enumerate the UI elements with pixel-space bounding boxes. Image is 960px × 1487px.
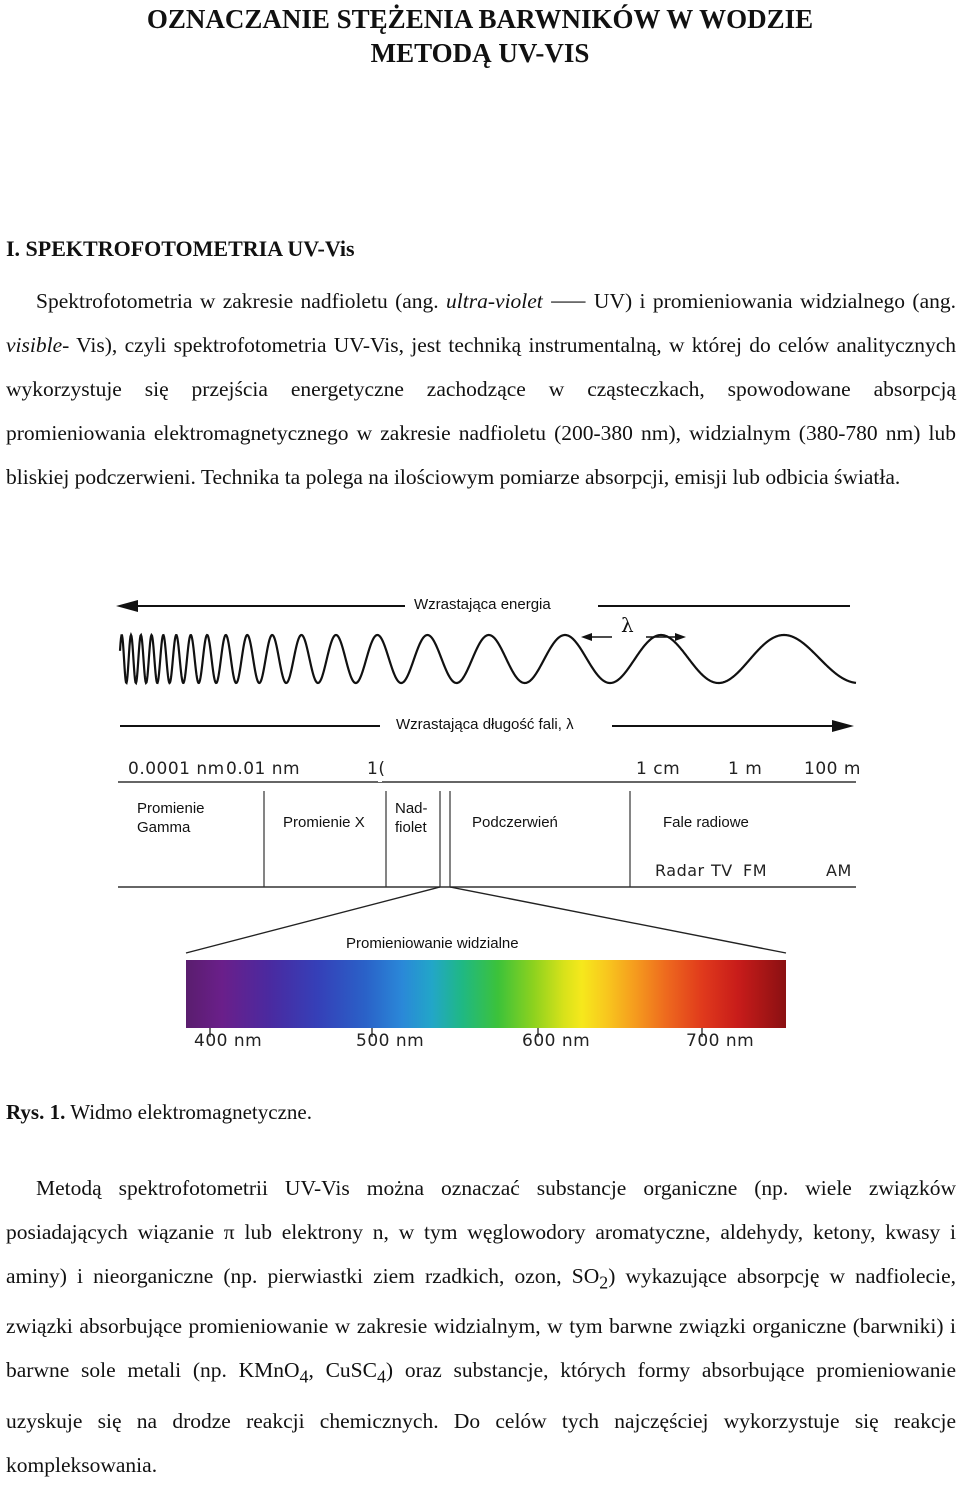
caption-text: Widmo elektromagnetyczne. xyxy=(65,1100,312,1124)
caption-label: Rys. 1. xyxy=(6,1100,66,1124)
title-line-2: METODĄ UV-VIS xyxy=(370,38,590,68)
visible-spectrum-bar xyxy=(186,960,786,1028)
p1-text-b: ultra-violet xyxy=(446,289,543,313)
lambda-arrowhead-left xyxy=(581,633,592,641)
scale-tick-4: 1 cm xyxy=(636,759,681,779)
p1-text-c: ⸺ UV) i promieniowania widzialnego (ang. xyxy=(542,289,956,313)
methods-paragraph xyxy=(6,1166,956,1487)
p2-text-a: Metodą spektrofotometrii UV-Vis można oznaczać substancje organiczne (np. wiele związków posiadających wiązanie π lub elektrony n, w tym węglowodory aromatyczne, aldehydy, ketony, kwasy i aminy) i nieorganiczne (np. pierwiastki ziem rzadkich, ozon, SO xyxy=(6,1176,956,1288)
scale-tick-6: 100 m xyxy=(804,759,861,779)
wave-path xyxy=(120,635,856,683)
lambda-symbol: λ xyxy=(621,613,634,637)
band-am: AM xyxy=(826,861,852,880)
wavelength-arrow-head xyxy=(832,720,854,732)
intro-paragraph xyxy=(6,279,956,499)
region-gamma xyxy=(137,799,205,837)
vis-tick-label-600: 600 nm xyxy=(522,1031,591,1051)
region-ir: Podczerwień xyxy=(472,814,558,831)
p2-sub-3: 4 xyxy=(376,1366,386,1387)
p1-text-d: visible xyxy=(6,333,63,357)
vis-tick-label-500: 500 nm xyxy=(356,1031,425,1051)
scale-tick-5: 1 m xyxy=(728,759,763,779)
p1-text-a: Spektrofotometria w zakresie nadfioletu (ang. xyxy=(36,289,447,313)
lambda-arrowhead-right xyxy=(675,633,686,641)
region-radio: Fale radiowe xyxy=(663,814,749,831)
energy-label: Wzrastająca energia xyxy=(408,596,557,613)
energy-arrow-head xyxy=(116,600,138,612)
vis-tick-label-400: 400 nm xyxy=(194,1031,263,1051)
band-tv: TV xyxy=(711,861,733,880)
vis-tick-label-700: 700 nm xyxy=(686,1031,755,1051)
band-fm: FM xyxy=(743,861,768,880)
scale-tick-3: 1( xyxy=(367,759,386,779)
region-gamma-line2: Gamma xyxy=(137,819,191,836)
section-heading: I. SPEKTROFOTOMETRIA UV-Vis xyxy=(6,236,355,261)
p1-text-e: - Vis), czyli spektrofotometria UV-Vis, jest techniką instrumentalną, w której do celów analitycznych wykorzystuje się przejścia energetyczne zachodzące w cząsteczkach, spowodowane absorpcją promieniowania elektromagnetycznego w zakresie nadfioletu (200-380 nm), widzialnym (380-780 nm) lub bliskiej podczerwieni. Technika ta polega na ilościowym pomiarze absorpcji, emisji lub odbicia światła. xyxy=(6,333,956,489)
region-uv xyxy=(395,799,428,837)
p2-sub-1: 2 xyxy=(599,1272,609,1293)
title-line-1: OZNACZANIE STĘŻENIA BARWNIKÓW W WODZIE xyxy=(146,4,814,34)
p2-sub-2: 4 xyxy=(299,1366,309,1387)
p2-text-d: ) oraz substancje, których formy absorbujące promieniowanie uzyskuje się na drodze reakcji chemicznych. Do celów tych najczęściej wykorzystuje się reakcje kompleksowania. xyxy=(6,1358,956,1477)
scale-tick-2: 0.01 nm xyxy=(226,759,301,779)
p2-text-c: , CuSC xyxy=(308,1358,377,1383)
p2-text-b: ) wykazujące absorpcję w nadfiolecie, związki absorbujące promieniowanie w zakresie widzialnym, w tym barwne związki organiczne (barwniki) i barwne sole metali (np. KMnO xyxy=(6,1264,956,1383)
page-title xyxy=(0,2,960,70)
visible-label: Promieniowanie widzialne xyxy=(338,935,527,952)
figure-caption xyxy=(6,1100,312,1125)
band-radar: Radar xyxy=(655,861,705,880)
region-gamma-line1: Promienie xyxy=(137,800,205,817)
region-uv-line1: Nad- xyxy=(395,800,428,817)
region-uv-line2: fiolet xyxy=(395,819,427,836)
scale-tick-1: 0.0001 nm xyxy=(128,759,225,779)
wavelength-label: Wzrastająca długość fali, λ xyxy=(392,716,578,733)
region-xray: Promienie X xyxy=(283,814,365,831)
